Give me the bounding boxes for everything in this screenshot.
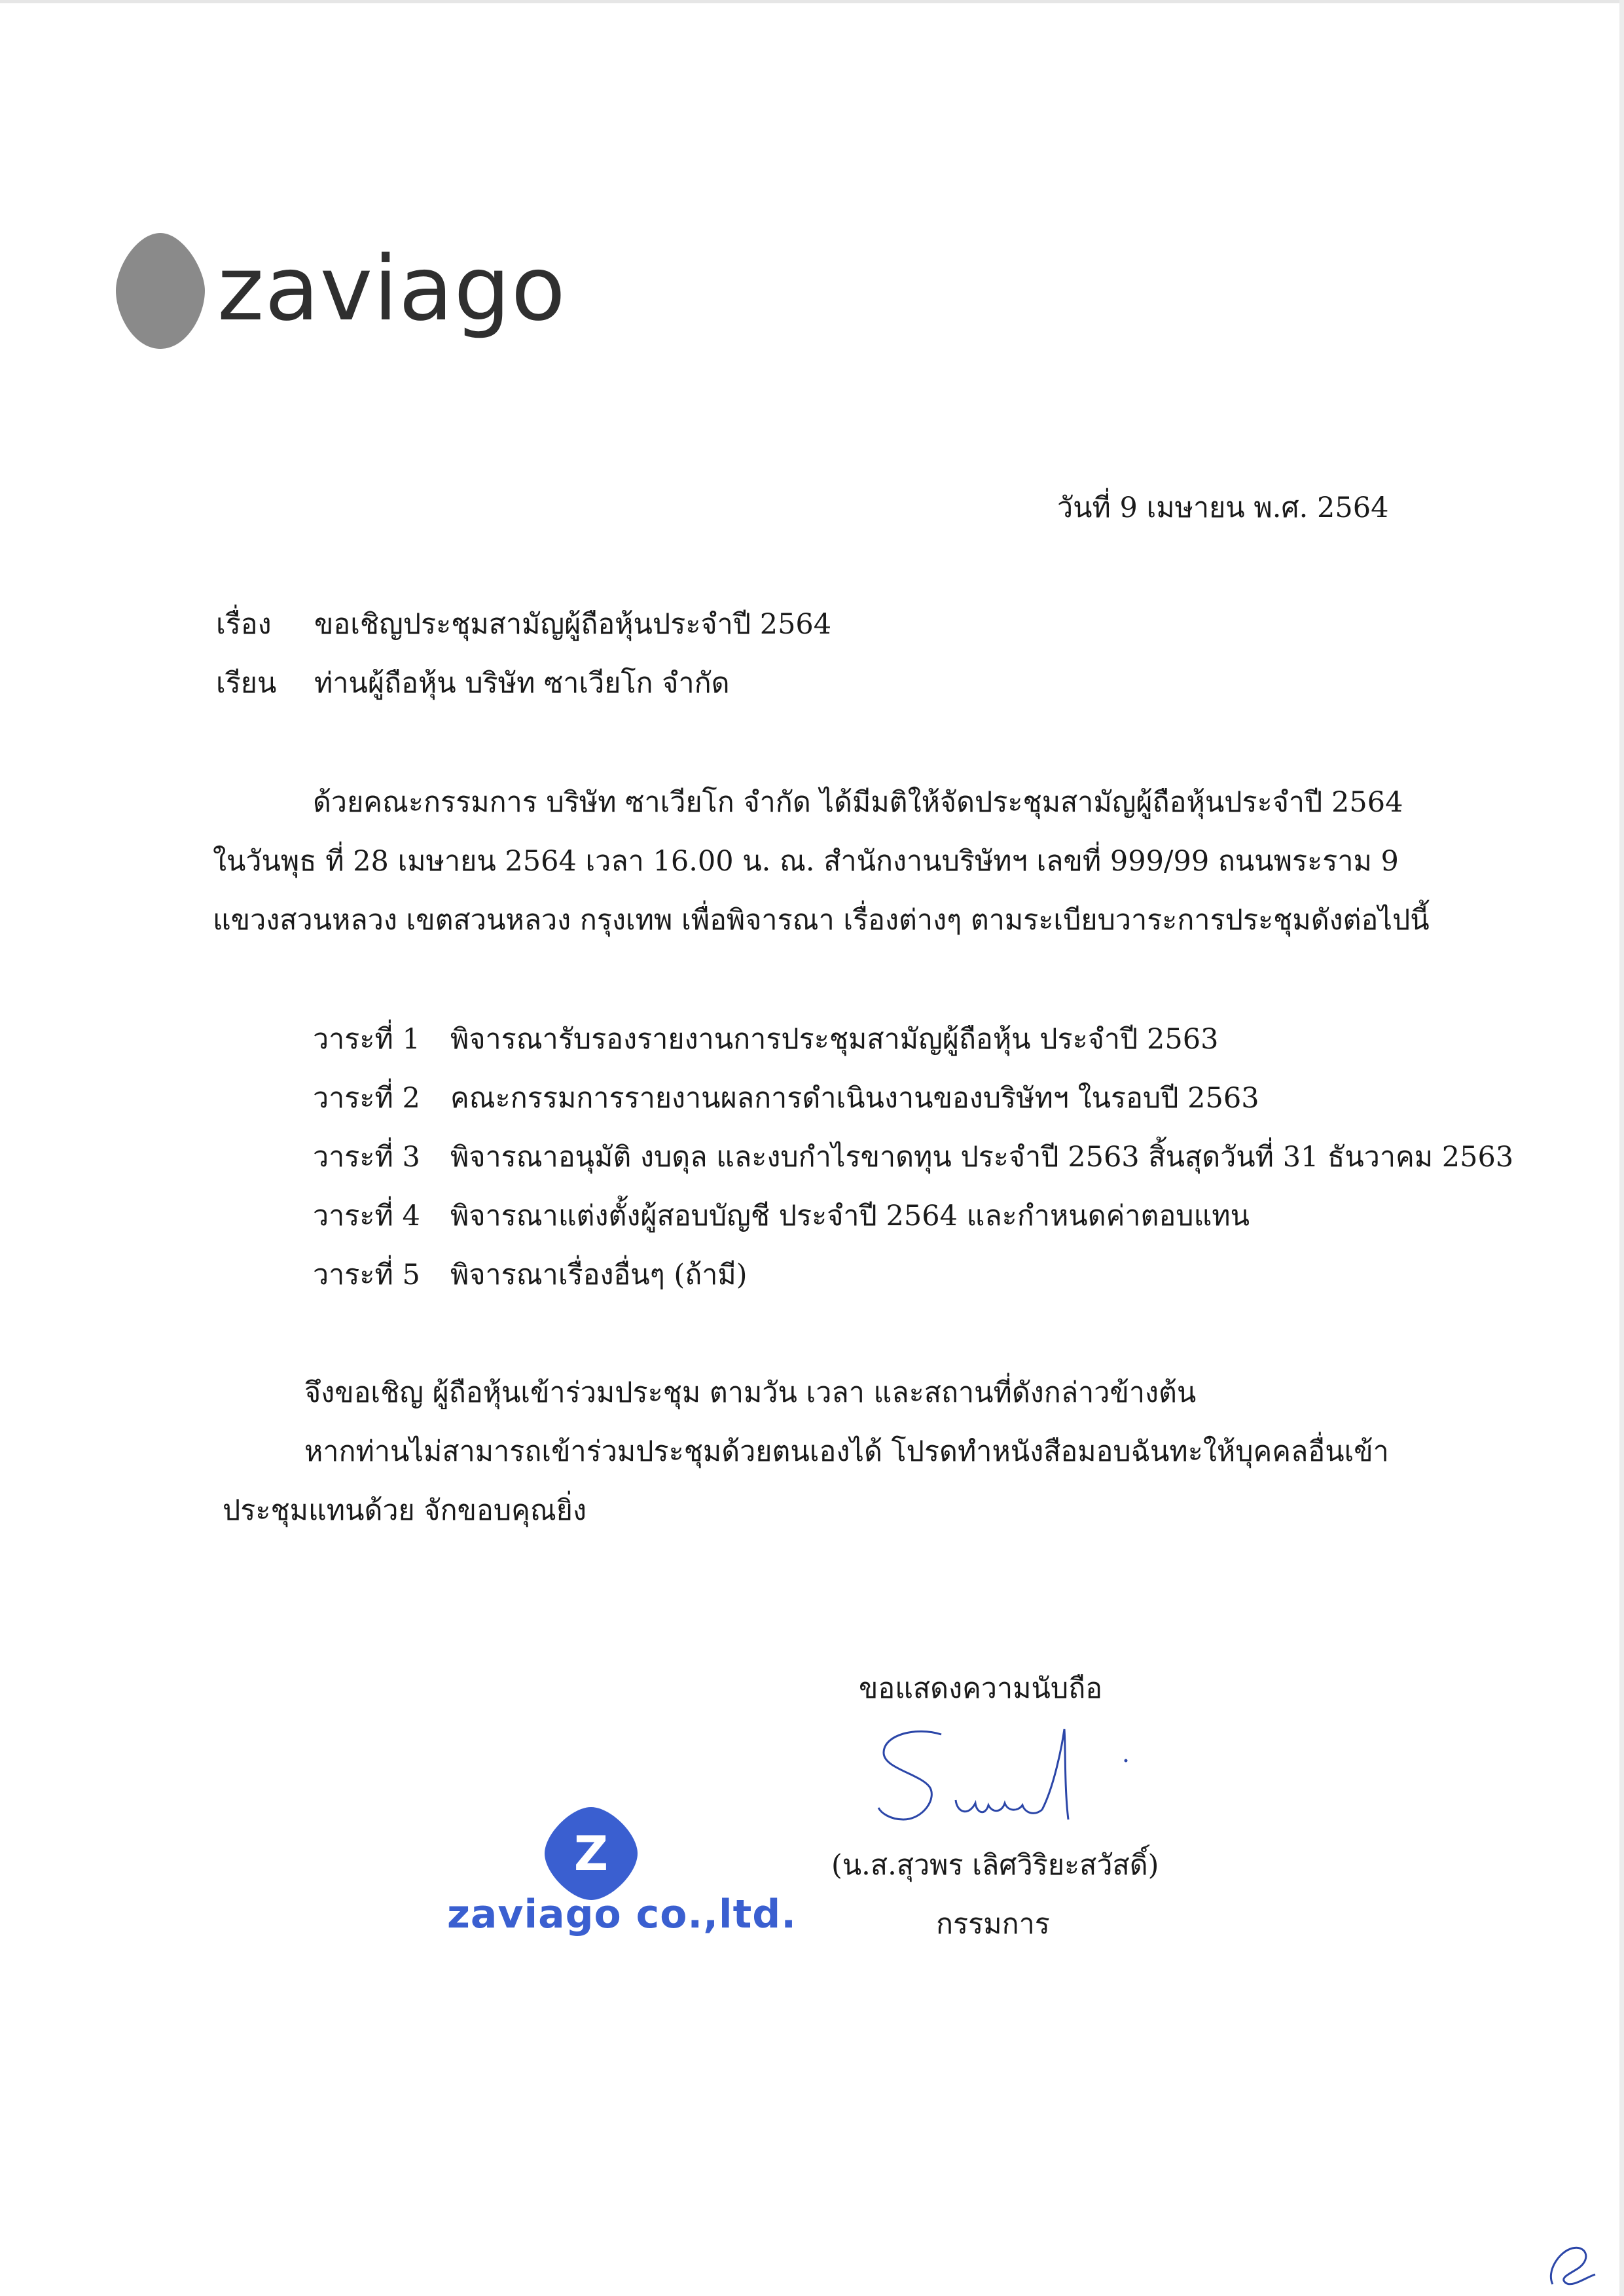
- proxy-line: ประชุมแทนด้วย จักขอบคุณยิ่ง: [223, 1494, 586, 1527]
- agenda-item: [313, 1021, 1218, 1058]
- subject-text: ขอเชิญประชุมสามัญผู้ถือหุ้นประจำปี 2564: [314, 608, 832, 641]
- proxy-line: หากท่านไม่สามารถเข้าร่วมประชุมด้วยตนเองได้ โปรดทำหนังสือมอบฉันทะให้บุคคลอื่นเข้า: [304, 1435, 1389, 1468]
- closing-salutation: ขอแสดงความนับถือ: [859, 1672, 1103, 1705]
- agenda-text: พิจารณารับรองรายงานการประชุมสามัญผู้ถือหุ้น ประจำปี 2563: [450, 1023, 1219, 1056]
- agenda-number: วาระที่ 3: [313, 1141, 420, 1174]
- recipient-text: ท่านผู้ถือหุ้น บริษัท ซาเวียโก จำกัด: [314, 667, 730, 700]
- body-line: ในวันพุธ ที่ 28 เมษายน 2564 เวลา 16.00 น. ณ. สำนักงานบริษัทฯ เลขที่ 999/99 ถนนพระราม 9: [213, 845, 1399, 878]
- agenda-text: พิจารณาเรื่องอื่นๆ (ถ้ามี): [450, 1259, 748, 1291]
- subject-label: เรื่อง: [216, 608, 272, 641]
- body-line: ด้วยคณะกรรมการ บริษัท ซาเวียโก จำกัด ได้มีมติให้จัดประชุมสามัญผู้ถือหุ้นประจำปี 2564: [313, 786, 1403, 819]
- initials-mark: [1540, 2238, 1605, 2291]
- agenda-number: วาระที่ 2: [313, 1082, 420, 1115]
- stamp-letter: Z: [573, 1826, 609, 1881]
- company-logo-icon: [115, 230, 206, 351]
- agenda-item: [313, 1080, 1259, 1117]
- company-logo-wordmark: zaviago: [217, 238, 566, 341]
- recipient-line: [216, 665, 730, 702]
- recipient-label: เรียน: [216, 667, 277, 700]
- invitation-line: จึงขอเชิญ ผู้ถือหุ้นเข้าร่วมประชุม ตามวัน เวลา และสถานที่ดังกล่าวข้างต้น: [304, 1376, 1197, 1409]
- scan-edge-right: [1619, 0, 1624, 2296]
- agenda-text: คณะกรรมการรายงานผลการดำเนินงานของบริษัทฯ ในรอบปี 2563: [450, 1082, 1259, 1115]
- agenda-number: วาระที่ 1: [313, 1023, 420, 1056]
- company-stamp-text: zaviago co.,ltd.: [447, 1892, 797, 1937]
- agenda-number: วาระที่ 5: [313, 1259, 420, 1291]
- agenda-item: [313, 1198, 1250, 1234]
- signer-title: กรรมการ: [936, 1908, 1050, 1941]
- agenda-number: วาระที่ 4: [313, 1200, 420, 1232]
- scan-edge-top: [0, 0, 1624, 3]
- body-line: แขวงสวนหลวง เขตสวนหลวง กรุงเทพ เพื่อพิจารณา เรื่องต่างๆ ตามระเบียบวาระการประชุมดังต่อไปนี้: [213, 904, 1430, 937]
- agenda-item: [313, 1257, 748, 1293]
- signer-name: (น.ส.สุวพร เลิศวิริยะสวัสดิ์): [831, 1849, 1159, 1882]
- subject-line: [216, 606, 831, 643]
- agenda-text: พิจารณาแต่งตั้งผู้สอบบัญชี ประจำปี 2564 และกำหนดค่าตอบแทน: [450, 1200, 1250, 1232]
- handwritten-signature: [871, 1721, 1146, 1833]
- agenda-item: [313, 1139, 1513, 1175]
- agenda-text: พิจารณาอนุมัติ งบดุล และงบกำไรขาดทุน ประจำปี 2563 สิ้นสุดวันที่ 31 ธันวาคม 2563: [450, 1141, 1514, 1174]
- letter-date: วันที่ 9 เมษายน พ.ศ. 2564: [1057, 492, 1389, 524]
